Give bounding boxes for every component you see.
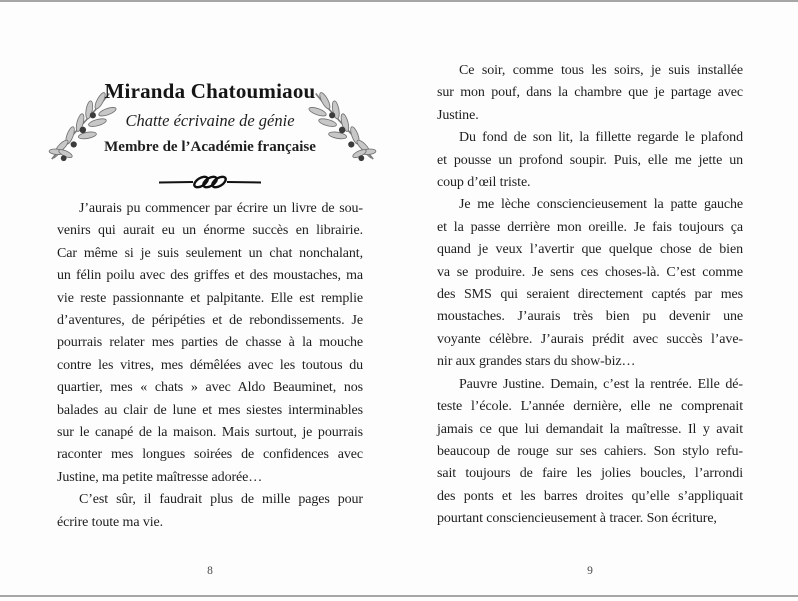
page-number-right: 9 (587, 565, 593, 577)
text-line: pourrais relater mes parties de chasse à la mouche (57, 335, 363, 351)
page-number-left: 8 (207, 565, 213, 577)
text-line: un félin poilu avec des griffes et des moustaches, ma (57, 268, 363, 284)
page-right-text (437, 60, 743, 531)
text-line: nir aux grandes stars du show-biz… (437, 354, 636, 370)
text-line: coup d’œil triste. (437, 175, 531, 191)
text-line: raconter mes longues soirées de confidences avec (57, 447, 363, 463)
text-line: et la passe derrière mon oreille. Je fais toujours ça (437, 219, 743, 235)
text-line: Ce soir, comme tous les soirs, je suis installée (459, 63, 743, 78)
text-line: moustaches. J’aurais très bien pu devenir une (437, 309, 743, 325)
text-line: Pauvre Justine. Demain, c’est la rentrée. Elle dé- (459, 376, 743, 392)
rope-twist-divider-icon (57, 173, 363, 191)
text-line: sait toujours de faire les jolies boucles, l’arrondi (437, 466, 743, 482)
text-line: va se produire. Je sens ces choses-là. C’est comme (437, 264, 743, 280)
window-bottom-edge (0, 595, 798, 597)
text-line: C’est sûr, il faudrait plus de mille pages pour (79, 492, 363, 508)
author-role: Chatte écrivaine de génie (125, 111, 295, 130)
text-line: des ponts et les barres droites qu’elle s’appliquait (437, 488, 743, 504)
text-line: Car même si je suis seulement un chat nonchalant, (57, 245, 363, 261)
text-line: Du fond de son lit, la fillette regarde le plafond (459, 130, 743, 146)
text-line: Je me lèche consciencieusement la patte gauche (459, 197, 743, 213)
text-line: pourtant consciencieusement à tracer. Son écriture, (437, 511, 717, 527)
page-left (0, 2, 399, 595)
text-line: Justine, ma petite maîtresse adorée… (57, 469, 263, 485)
author-name: Miranda Chatoumiaou (104, 79, 316, 103)
text-line: Justine. (437, 107, 479, 123)
text-line: quartier, mes « chats » avec Aldo Beauminet, nos (57, 380, 363, 396)
text-line: teste l’école. L’année dernière, elle ne comprenait (437, 399, 743, 415)
text-line: J’aurais pu commencer par écrire un livre de sou- (79, 201, 363, 216)
text-line: beaucoup de rouge sur ses cahiers. Son stylo refu- (437, 443, 743, 459)
text-line: écrire toute ma vie. (57, 514, 164, 530)
text-line: sur le canapé de la maison. Mais surtout, je pourrais (57, 425, 363, 441)
text-line: venirs qui aurait eu un énorme succès en librairie. (57, 223, 363, 239)
text-line: contre les vitres, mes démêlées avec les toutous du (57, 357, 363, 373)
page-left-text (57, 198, 363, 534)
text-line: jamais ce que lui demandait la maîtresse. Il y avait (437, 421, 743, 437)
page-right (399, 2, 798, 595)
text-line: et pousse un profond soupir. Puis, elle me jette un (437, 152, 743, 168)
text-line: vie reste passionnante et palpitante. Elle est remplie (57, 290, 363, 306)
book-spread (0, 2, 798, 595)
text-line: quand je veux l’avertir que quelque chose de bien (437, 242, 743, 258)
text-line: voyante célèbre. J’aurais prédit avec succès l’ave- (437, 331, 743, 347)
text-line: d’aventures, de péripéties et de rebondissements. Je (57, 313, 363, 329)
text-line: balades au clair de lune et mes siestes interminables (57, 402, 363, 418)
text-line: des SMS qui seraient directement captés par mes (437, 287, 743, 303)
author-membership: Membre de l’Académie française (104, 139, 316, 155)
text-line: sur mon pouf, dans la chambre que je partage avec (437, 85, 743, 101)
